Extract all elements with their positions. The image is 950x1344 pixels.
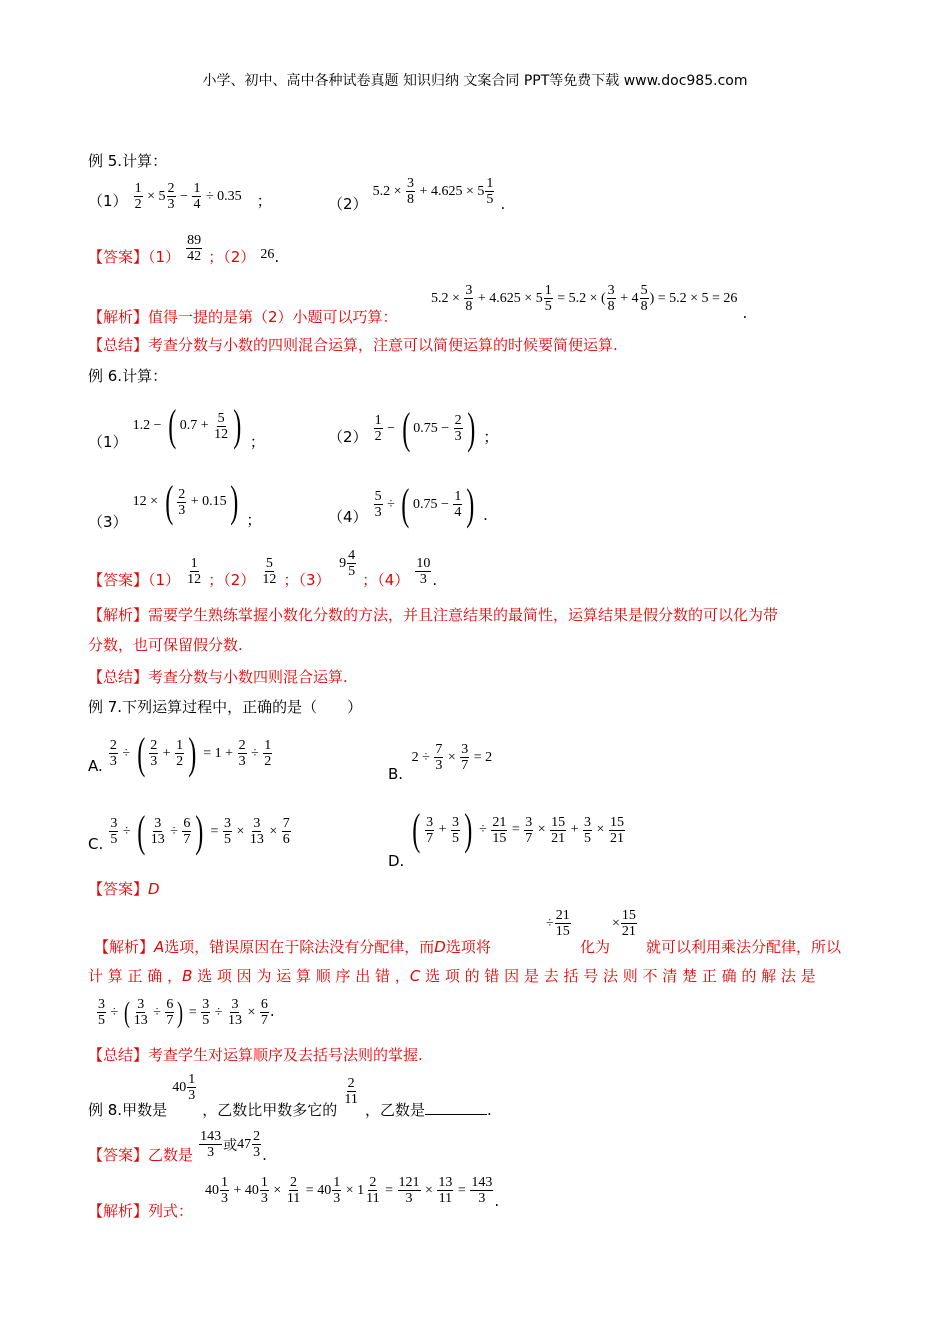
- ex7-title: 例 7.下列运算过程中，正确的是（ ）: [88, 698, 363, 716]
- ex7-option-a: A. 2 3 ÷ ( 2 3 + 1 2 ) = 1 + 2 3 ÷ 1 2: [88, 728, 272, 778]
- ex7-analysis-frac-b: × 15 21: [612, 908, 636, 939]
- document-page: 小学、初中、高中各种试卷真题 知识归纳 文案合同 PPT等免费下载 www.doc985.com 例 5.计算： （1） 1 2 × 5 2 3 − 1 4 ÷ 0.35 ； （2） 5.2 × 3 8 + 4.625 × 5 1 5 . 【答案】（1） 89 42 ；（2） 26. 【解析】值得一提的是第（2）小题可以巧算： 5.2 × 3 8 + 4.625 × 5 1 5 = 5.2 × ( 3 8 + 4 5 8 ) = 5.2 × 5 = 26 . 【总结】考查分数与小数的四则混合运算，注意可以简便运算的时候要简便运算. 例 6.计算： （1） 1.2 − ( 0.7 + 5 12 ) ； （2） 1 2 − ( 0.75 − 2 3 ) ； （3） 12 × ( 2 3 + 0.15 ) ； （4） 5 3 ÷ ( 0.75 − 1 4 ) . 【答案】（1） 1 12 ；（2） 5 12 ；（3） 9 4 5 ；（4） 10 3 . 【解析】需要学生熟练掌握小数化分数的方法，并且注意结果的最简性，运算结果是假分数的可以化为带 分数，也可保留假分数. 【总结】考查分数与小数四则混合运算. 例 7.下列运算过程中，正确的是（ ） A. 2 3 ÷ ( 2 3 + 1 2 ) = 1 + 2 3 ÷ 1 2 B. 2 ÷ 7 3 × 3 7 = 2 C. 3 5 ÷ ( 3 13 ÷ 6 7 ) = 3 5 × 3 13 × 7 6 D. ( 3 7 + 3 5 ) ÷ 21 15 = 3 7 × 15 21 + 3 5 × 15 21 【答案】D 【解析】A选项，错误原因在于除法没有分配律，而D选项将 ÷ 21 15 化为 × 15 21 就可以利用乘法分配律，所以 计 算 正 确 ，B 选 项 因 为 运 算 顺 序 出 错 ，C 选 项 的 错 因 是 去 括 号 法 则 不 清 楚 正 确 的 解 法 是 3 5 ÷ ( 3 13 ÷ 6 7 ) = 3 5 ÷ 3 13 × 6 7 . 【总结】考查学生对运算顺序及去括号法则的掌握. 例 8.甲数是 40 1 3 ，乙数比甲数多它的 2 11 ，乙数是 . 【答案】乙数是 143 3 或 47 2 3 . 【解析】列式： 40 1 3 + 40 1 3 × 2 11 = 40 1 3 × 1 2 11 = 121 3 × 13 11 = 143 3 .: [0, 0, 950, 1344]
- ex6-title: 例 6.计算：: [88, 367, 168, 385]
- ex8-analysis-label: 【解析】列式：: [88, 1202, 194, 1220]
- ex5-analysis-formula: 5.2 × 3 8 + 4.625 × 5 1 5 = 5.2 × ( 3 8 + 4 5 8 ) = 5.2 × 5 = 26 .: [431, 283, 748, 322]
- ex7-option-c: C. 3 5 ÷ ( 3 13 ÷ 6 7 ) = 3 5 × 3 13 × 7 6: [88, 806, 290, 856]
- ex5-problem-1: （1） 1 2 × 5 2 3 − 1 4 ÷ 0.35 ；: [88, 181, 272, 212]
- ex7-summary: 【总结】考查学生对运算顺序及去括号法则的掌握.: [88, 1046, 423, 1064]
- ex5-expr-2: 5.2 × 3 8 + 4.625 × 5 1 5: [372, 176, 494, 207]
- ex7-analysis-line1: 【解析】A选项，错误原因在于除法没有分配律，而D选项将: [94, 938, 491, 956]
- ex8-answer-blank[interactable]: [425, 1100, 487, 1115]
- ex6-problem-3: （3） 12 × ( 2 3 + 0.15 ) ；: [88, 477, 262, 531]
- ex5-problem-2: （2） 5.2 × 3 8 + 4.625 × 5 1 5 .: [328, 176, 506, 213]
- ex5-answer-1: 89 42: [187, 233, 202, 264]
- ex5-expr-1: 1 2 × 5 2 3 − 1 4 ÷ 0.35: [134, 181, 242, 212]
- ex8-question: 例 8.甲数是 40 1 3 ，乙数比甲数多它的 2 11 ，乙数是 .: [88, 1072, 492, 1119]
- ex6-analysis-line2: 分数，也可保留假分数.: [88, 636, 243, 654]
- ex7-answer: 【答案】D: [88, 880, 160, 898]
- ex7-analysis-formula: 3 5 ÷ ( 3 13 ÷ 6 7 ) = 3 5 ÷ 3 13 × 6 7 .: [98, 995, 275, 1029]
- ex8-answer: 【答案】乙数是 143 3 或 47 2 3 .: [88, 1129, 267, 1164]
- ex5-summary: 【总结】考查分数与小数的四则混合运算，注意可以简便运算的时候要简便运算.: [88, 336, 618, 354]
- ex6-problem-2: （2） 1 2 − ( 0.75 − 2 3 ) ；: [328, 403, 499, 453]
- ex6-analysis-line1: 【解析】需要学生熟练掌握小数化分数的方法，并且注意结果的最简性，运算结果是假分数的可以化为带: [88, 606, 779, 624]
- ex6-summary: 【总结】考查分数与小数四则混合运算.: [88, 668, 348, 686]
- ex6-problem-4: （4） 5 3 ÷ ( 0.75 − 1 4 ) .: [328, 479, 488, 529]
- ex6-answer: 【答案】（1） 1 12 ；（2） 5 12 ；（3） 9 4 5 ；（4） 10 3 .: [88, 548, 438, 589]
- ex7-option-b: B. 2 ÷ 7 3 × 3 7 = 2: [388, 742, 493, 783]
- ex7-option-d: D. ( 3 7 + 3 5 ) ÷ 21 15 = 3 7 × 15 21 + 3 5 × 15 21: [388, 805, 624, 870]
- page-header: 小学、初中、高中各种试卷真题 知识归纳 文案合同 PPT等免费下载 www.doc985.com: [202, 73, 748, 89]
- ex7-analysis-frac-a: ÷ 21 15: [546, 908, 570, 939]
- ex8-analysis-formula: 40 1 3 + 40 1 3 × 2 11 = 40 1 3 × 1 2 11 = 121 3 × 13 11 = 143 3 .: [205, 1175, 500, 1210]
- ex6-problem-1: （1） 1.2 − ( 0.7 + 5 12 ) ；: [88, 401, 265, 451]
- ex5-answer: 【答案】（1） 89 42 ；（2） 26.: [88, 233, 280, 266]
- ex7-analysis-line2: 计 算 正 确 ，B 选 项 因 为 运 算 顺 序 出 错 ，C 选 项 的 错 因 是 去 括 号 法 则 不 清 楚 正 确 的 解 法 是: [88, 967, 816, 985]
- ex5-title: 例 5.计算：: [88, 152, 168, 170]
- ex5-analysis: 【解析】值得一提的是第（2）小题可以巧算：: [88, 308, 398, 326]
